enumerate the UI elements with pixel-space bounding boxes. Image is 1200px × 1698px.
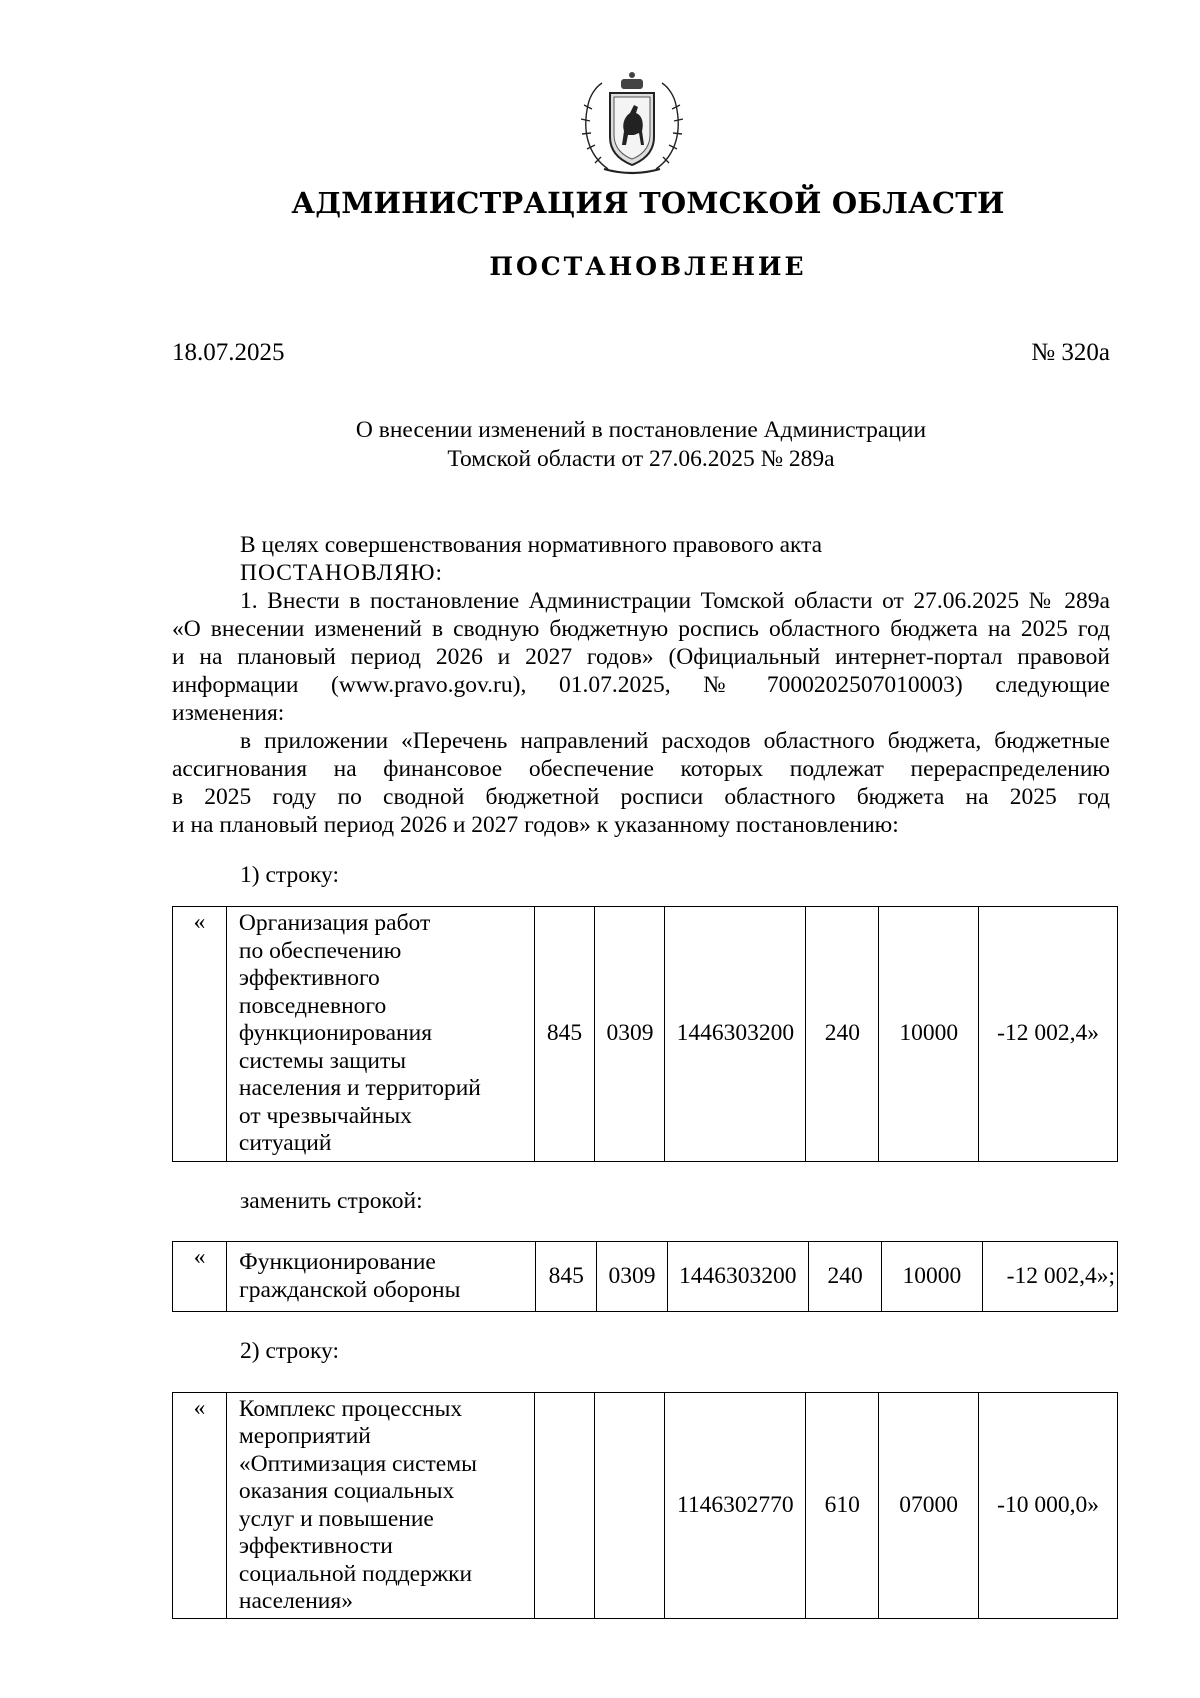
- additional-code: 07000: [879, 1393, 979, 1619]
- subject-line: О внесении изменений в постановление Администрации: [355, 417, 927, 443]
- name-line: социальной поддержки: [238, 1560, 473, 1587]
- item1-line: «О внесении изменений в сводную бюджетную роспись областного бюджета на 2025 год: [172, 616, 1110, 642]
- target-code: 1446303200: [665, 907, 806, 1162]
- open-quote: «: [173, 907, 227, 1162]
- name-line: «Оптимизация системы: [238, 1450, 477, 1477]
- table-row: [173, 1242, 1118, 1312]
- budget-row-table-old: [172, 906, 1118, 1162]
- document-subject: [172, 416, 1110, 474]
- target-code: 1146302770: [665, 1393, 806, 1619]
- body-text: [172, 531, 1110, 839]
- appendix-line: и на плановый период 2026 и 2027 годов» к указанному постановлению:: [172, 812, 899, 838]
- expense-name: [226, 1393, 534, 1619]
- name-line: населения»: [238, 1588, 353, 1614]
- item1-line: информации (www.pravo.gov.ru), 01.07.2025, № 7000202507010003) следующие: [172, 672, 1110, 698]
- preamble: В целях совершенствования нормативного правового акта: [240, 532, 823, 558]
- amount: -12 002,4»: [979, 907, 1118, 1162]
- name-line: по обеспечению: [238, 937, 402, 964]
- additional-code: 10000: [882, 1242, 982, 1312]
- ministry-code: 845: [536, 1242, 597, 1312]
- amount: -10 000,0»: [979, 1393, 1118, 1619]
- item1-line: изменения:: [172, 700, 285, 726]
- name-line: мероприятий: [238, 1423, 371, 1449]
- expense-name: [227, 1242, 536, 1312]
- table-row: [173, 1393, 1118, 1619]
- document-date: 18.07.2025: [172, 339, 285, 366]
- table-row: [173, 907, 1118, 1162]
- open-quote: «: [173, 1242, 227, 1312]
- amount: -12 002,4»;: [982, 1242, 1117, 1312]
- name-line: оказания социальных: [238, 1478, 455, 1504]
- expense-type-code: 240: [806, 907, 879, 1162]
- item1-line: 1. Внести в постановление Администрации Томской области от 27.06.2025 № 289а: [240, 588, 1110, 614]
- section-code: 0309: [597, 1242, 667, 1312]
- expense-name: [226, 907, 534, 1162]
- name-line: эффективного: [238, 965, 380, 992]
- name-line: гражданской обороны: [239, 1276, 461, 1303]
- organization-title: АДМИНИСТРАЦИЯ ТОМСКОЙ ОБЛАСТИ: [291, 186, 1005, 220]
- target-code: 1446303200: [667, 1242, 808, 1312]
- decree-word: ПОСТАНОВЛЯЮ:: [240, 560, 444, 586]
- subject-line: Томской области от 27.06.2025 № 289а: [447, 446, 835, 472]
- name-line: системы защиты: [238, 1047, 407, 1074]
- name-line: функционирования: [238, 1020, 433, 1047]
- amendment-label-1: 1) строку:: [240, 862, 339, 888]
- name-line: Комплекс процессных: [238, 1395, 463, 1422]
- expense-type-code: 240: [808, 1242, 881, 1312]
- appendix-line: ассигнования на финансовое обеспечение которых подлежат перераспределению: [172, 756, 1110, 782]
- name-line: Функционирование: [239, 1249, 436, 1275]
- coat-of-arms-icon: [578, 65, 686, 179]
- additional-code: 10000: [879, 907, 979, 1162]
- item1-line: и на плановый период 2026 и 2027 годов» (Официальный интернет-портал правовой: [172, 644, 1110, 670]
- name-line: эффективности: [238, 1533, 393, 1559]
- replace-label: заменить строкой:: [240, 1188, 423, 1214]
- name-line: от чрезвычайных: [238, 1102, 412, 1129]
- name-line: услуг и повышение: [238, 1505, 434, 1532]
- open-quote: «: [173, 1393, 227, 1619]
- budget-row-table-2: [172, 1392, 1118, 1619]
- budget-row-table-new: [172, 1241, 1118, 1312]
- section-code: [595, 1393, 665, 1619]
- expense-type-code: 610: [806, 1393, 879, 1619]
- document-type: ПОСТАНОВЛЕНИЕ: [489, 252, 807, 281]
- name-line: Организация работ: [238, 910, 431, 937]
- amendment-label-2: 2) строку:: [240, 1338, 339, 1364]
- name-line: населения и территорий: [238, 1075, 481, 1102]
- document-number: № 320а: [1031, 339, 1110, 366]
- ministry-code: [534, 1393, 595, 1619]
- name-line: ситуаций: [238, 1130, 332, 1157]
- name-line: повседневного: [238, 992, 387, 1019]
- appendix-line: в 2025 году по сводной бюджетной росписи областного бюджета на 2025 год: [172, 784, 1110, 810]
- section-code: 0309: [595, 907, 665, 1162]
- ministry-code: 845: [534, 907, 595, 1162]
- appendix-line: в приложении «Перечень направлений расходов областного бюджета, бюджетные: [240, 728, 1110, 754]
